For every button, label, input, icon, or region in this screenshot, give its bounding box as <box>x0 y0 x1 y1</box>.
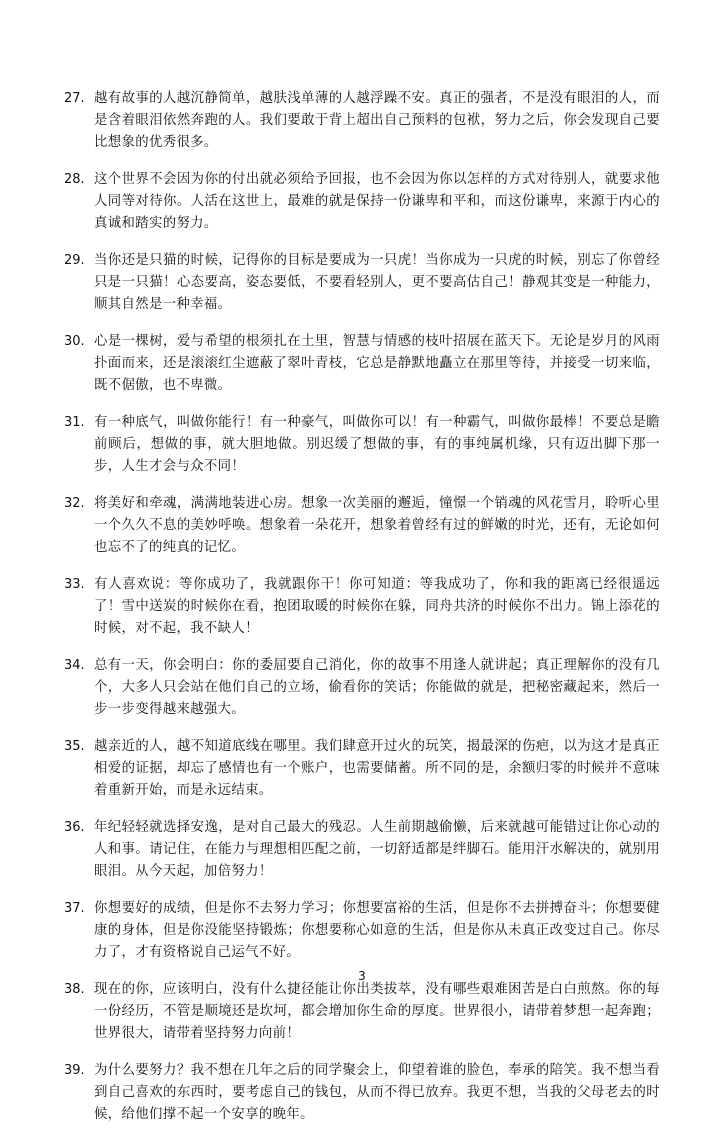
item-text: 有一种底气，叫做你能行！有一种豪气，叫做你可以！有一种霸气，叫做你最棒！不要总是瞻前顾后，想做的事，就大胆地做。别迟缓了想做的事，有的事纯属机缘，只有迈出脚下那一步，人生才会与众不同！ <box>94 415 660 474</box>
item-text: 为什么要努力？我不想在几年之后的同学聚会上，仰望着谁的脸色，奉承的陪笑。我不想当看到自己喜欢的东西时，要考虑自己的钱包，从而不得已放弃。我更不想，当我的父母老去的时候，给他们撑不起一个安享的晚年。 <box>94 1063 660 1122</box>
item-text: 现在的你，应该明白，没有什么捷径能让你出类拔萃，没有哪些艰难困苦是白白煎熬。你的每一份经历，不管是顺境还是坎坷，都会增加你生命的厚度。世界很小，请带着梦想一起奔跑；世界很大，请带着坚持努力向前！ <box>94 982 660 1041</box>
list-item <box>64 1060 660 1126</box>
item-number: 36. <box>64 820 85 835</box>
item-number: 28. <box>64 172 85 187</box>
item-text: 这个世界不会因为你的付出就必须给予回报，也不会因为你以怎样的方式对待别人，就要求他人同等对待你。人活在这世上，最难的就是保持一份谦卑和平和，而这份谦卑，来源于内心的真诚和踏实的努力。 <box>94 172 660 231</box>
list-item <box>64 574 660 640</box>
item-number: 34. <box>64 658 85 673</box>
item-text: 当你还是只猫的时候，记得你的目标是要成为一只虎！当你成为一只虎的时候，别忘了你曾经只是一只猫！心态要高，姿态要低，不要看轻别人，更不要高估自己！静观其变是一种能力，顺其自然是一种幸福。 <box>94 253 660 312</box>
list-item <box>64 736 660 802</box>
item-number: 29. <box>64 253 85 268</box>
list-item <box>64 979 660 1045</box>
item-number: 38. <box>64 982 85 997</box>
item-text: 将美好和牵魂，满满地装进心房。想象一次美丽的邂逅，憧憬一个销魂的风花雪月，聆听心里一个久久不息的美妙呼唤。想象着一朵花开，想象着曾经有过的鲜嫩的时光，还有，无论如何也忘不了的纯真的记忆。 <box>94 496 660 555</box>
page-number: 3 <box>358 969 366 983</box>
item-text: 有人喜欢说：等你成功了，我就跟你干！你可知道：等我成功了，你和我的距离已经很遥远了！雪中送炭的时候你在看，抱团取暖的时候你在躲，同舟共济的时候你不出力。锦上添花的时候，对不起，我不缺人！ <box>94 577 660 636</box>
item-number: 37. <box>64 901 85 916</box>
list-item <box>64 655 660 721</box>
item-number: 33. <box>64 577 85 592</box>
item-number: 31. <box>64 415 85 430</box>
list-item <box>64 331 660 397</box>
list-item <box>64 250 660 316</box>
item-text: 心是一棵树，爱与希望的根须扎在土里，智慧与情感的枝叶招展在蓝天下。无论是岁月的风雨扑面而来，还是滚滚红尘遮蔽了翠叶青枝，它总是静默地矗立在那里等待，并接受一切来临，既不倨傲，也不卑微。 <box>94 334 660 393</box>
item-text: 年纪轻轻就选择安逸，是对自己最大的残忍。人生前期越偷懒，后来就越可能错过让你心动的人和事。请记住，在能力与理想相匹配之前，一切舒适都是绊脚石。能用汗水解决的，就别用眼泪。从今天起，加倍努力！ <box>94 820 660 879</box>
list-item <box>64 817 660 883</box>
item-text: 总有一天，你会明白：你的委屈要自己消化，你的故事不用逢人就讲起；真正理解你的没有几个，大多人只会站在他们自己的立场，偷看你的笑话；你能做的就是，把秘密藏起来，然后一步一步变得越来越强大。 <box>94 658 660 717</box>
list-item <box>64 169 660 235</box>
list-item <box>64 898 660 964</box>
item-number: 32. <box>64 496 85 511</box>
list-item <box>64 412 660 478</box>
list-item <box>64 493 660 559</box>
item-text: 越有故事的人越沉静简单，越肤浅单薄的人越浮躁不安。真正的强者，不是没有眼泪的人，而是含着眼泪依然奔跑的人。我们要敢于背上超出自己预料的包袱，努力之后，你会发现自己要比想象的优秀很多。 <box>94 91 660 150</box>
item-number: 27. <box>64 91 85 106</box>
item-text: 越亲近的人，越不知道底线在哪里。我们肆意开过火的玩笑，揭最深的伤疤，以为这才是真正相爱的证据，却忘了感情也有一个账户，也需要储蓄。所不同的是，余额归零的时候并不意味着重新开始，而是永远结束。 <box>94 739 660 798</box>
item-number: 35. <box>64 739 85 754</box>
list-item <box>64 88 660 154</box>
item-number: 30. <box>64 334 85 349</box>
item-text: 你想要好的成绩，但是你不去努力学习；你想要富裕的生活，但是你不去拼搏奋斗；你想要健康的身体，但是你没能坚持锻炼；你想要称心如意的生活，但是你从未真正改变过自己。你尽力了，才有资格说自己运气不好。 <box>94 901 660 960</box>
item-number: 39. <box>64 1063 85 1078</box>
